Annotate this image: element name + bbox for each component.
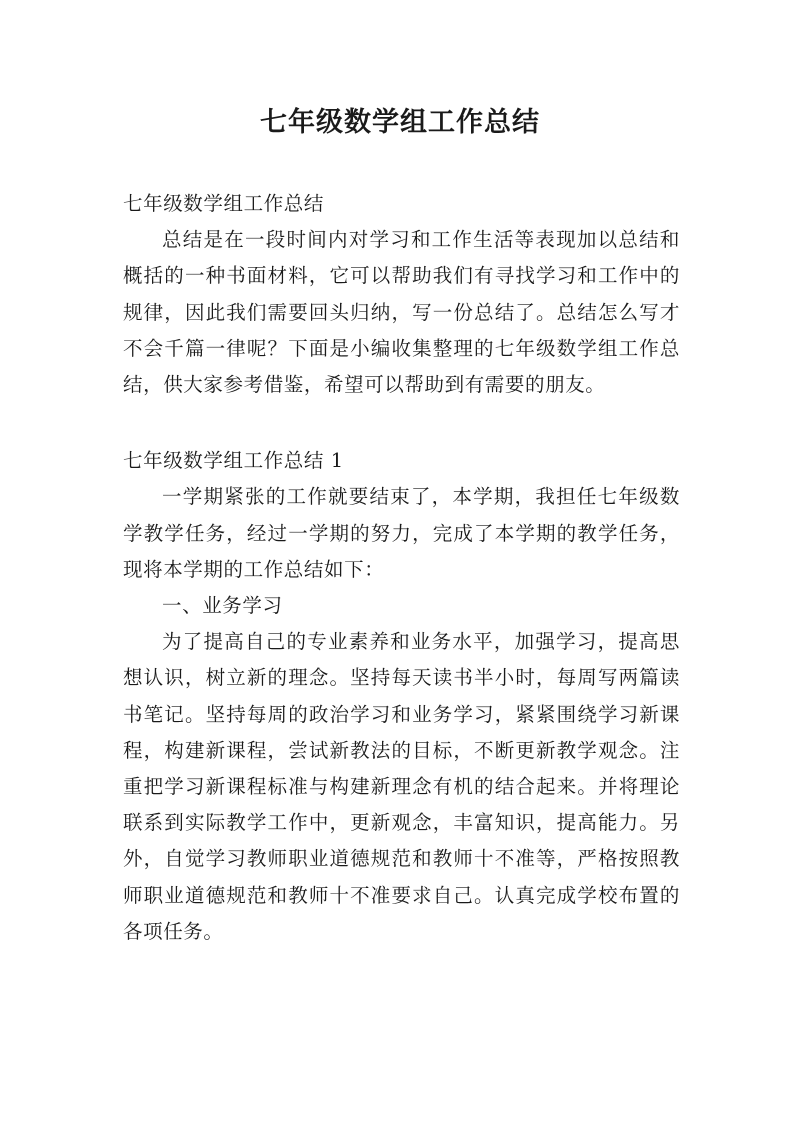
intro-heading: 七年级数学组工作总结 [123, 192, 325, 215]
section-paragraph-opening: 一学期紧张的工作就要结束了，本学期，我担任七年级数学教学任务，经过一学期的努力，完成了本学期的教学任务，现将本学期的工作总结如下： [123, 485, 680, 581]
section-subheading: 一、业务学习 [162, 594, 283, 618]
document-title: 七年级数学组工作总结 [260, 107, 540, 138]
intro-paragraph: 总结是在一段时间内对学习和工作生活等表现加以总结和概括的一种书面材料，它可以帮助我们有寻找学习和工作中的规律，因此我们需要回头归纳，写一份总结了。总结怎么写才不会千篇一律呢？下面是小编收集整理的七年级数学组工作总结，供大家参考借鉴，希望可以帮助到有需要的朋友。 [123, 228, 680, 397]
section-paragraph-study: 为了提高自己的专业素养和业务水平，加强学习，提高思想认识，树立新的理念。坚持每天读书半小时，每周写两篇读书笔记。坚持每周的政治学习和业务学习，紧紧围绕学习新课程，构建新课程，尝试新教法的目标，不断更新教学观念。注重把学习新课程标准与构建新理念有机的结合起来。并将理论联系到实际教学工作中，更新观念，丰富知识，提高能力。另外，自觉学习教师职业道德规范和教师十不准等，严格按照教师职业道德规范和教师十不准要求自己。认真完成学校布置的各项任务。 [123, 630, 680, 943]
section-heading: 七年级数学组工作总结 1 [123, 449, 344, 473]
document-body [123, 186, 680, 950]
section-spacer [123, 403, 680, 443]
